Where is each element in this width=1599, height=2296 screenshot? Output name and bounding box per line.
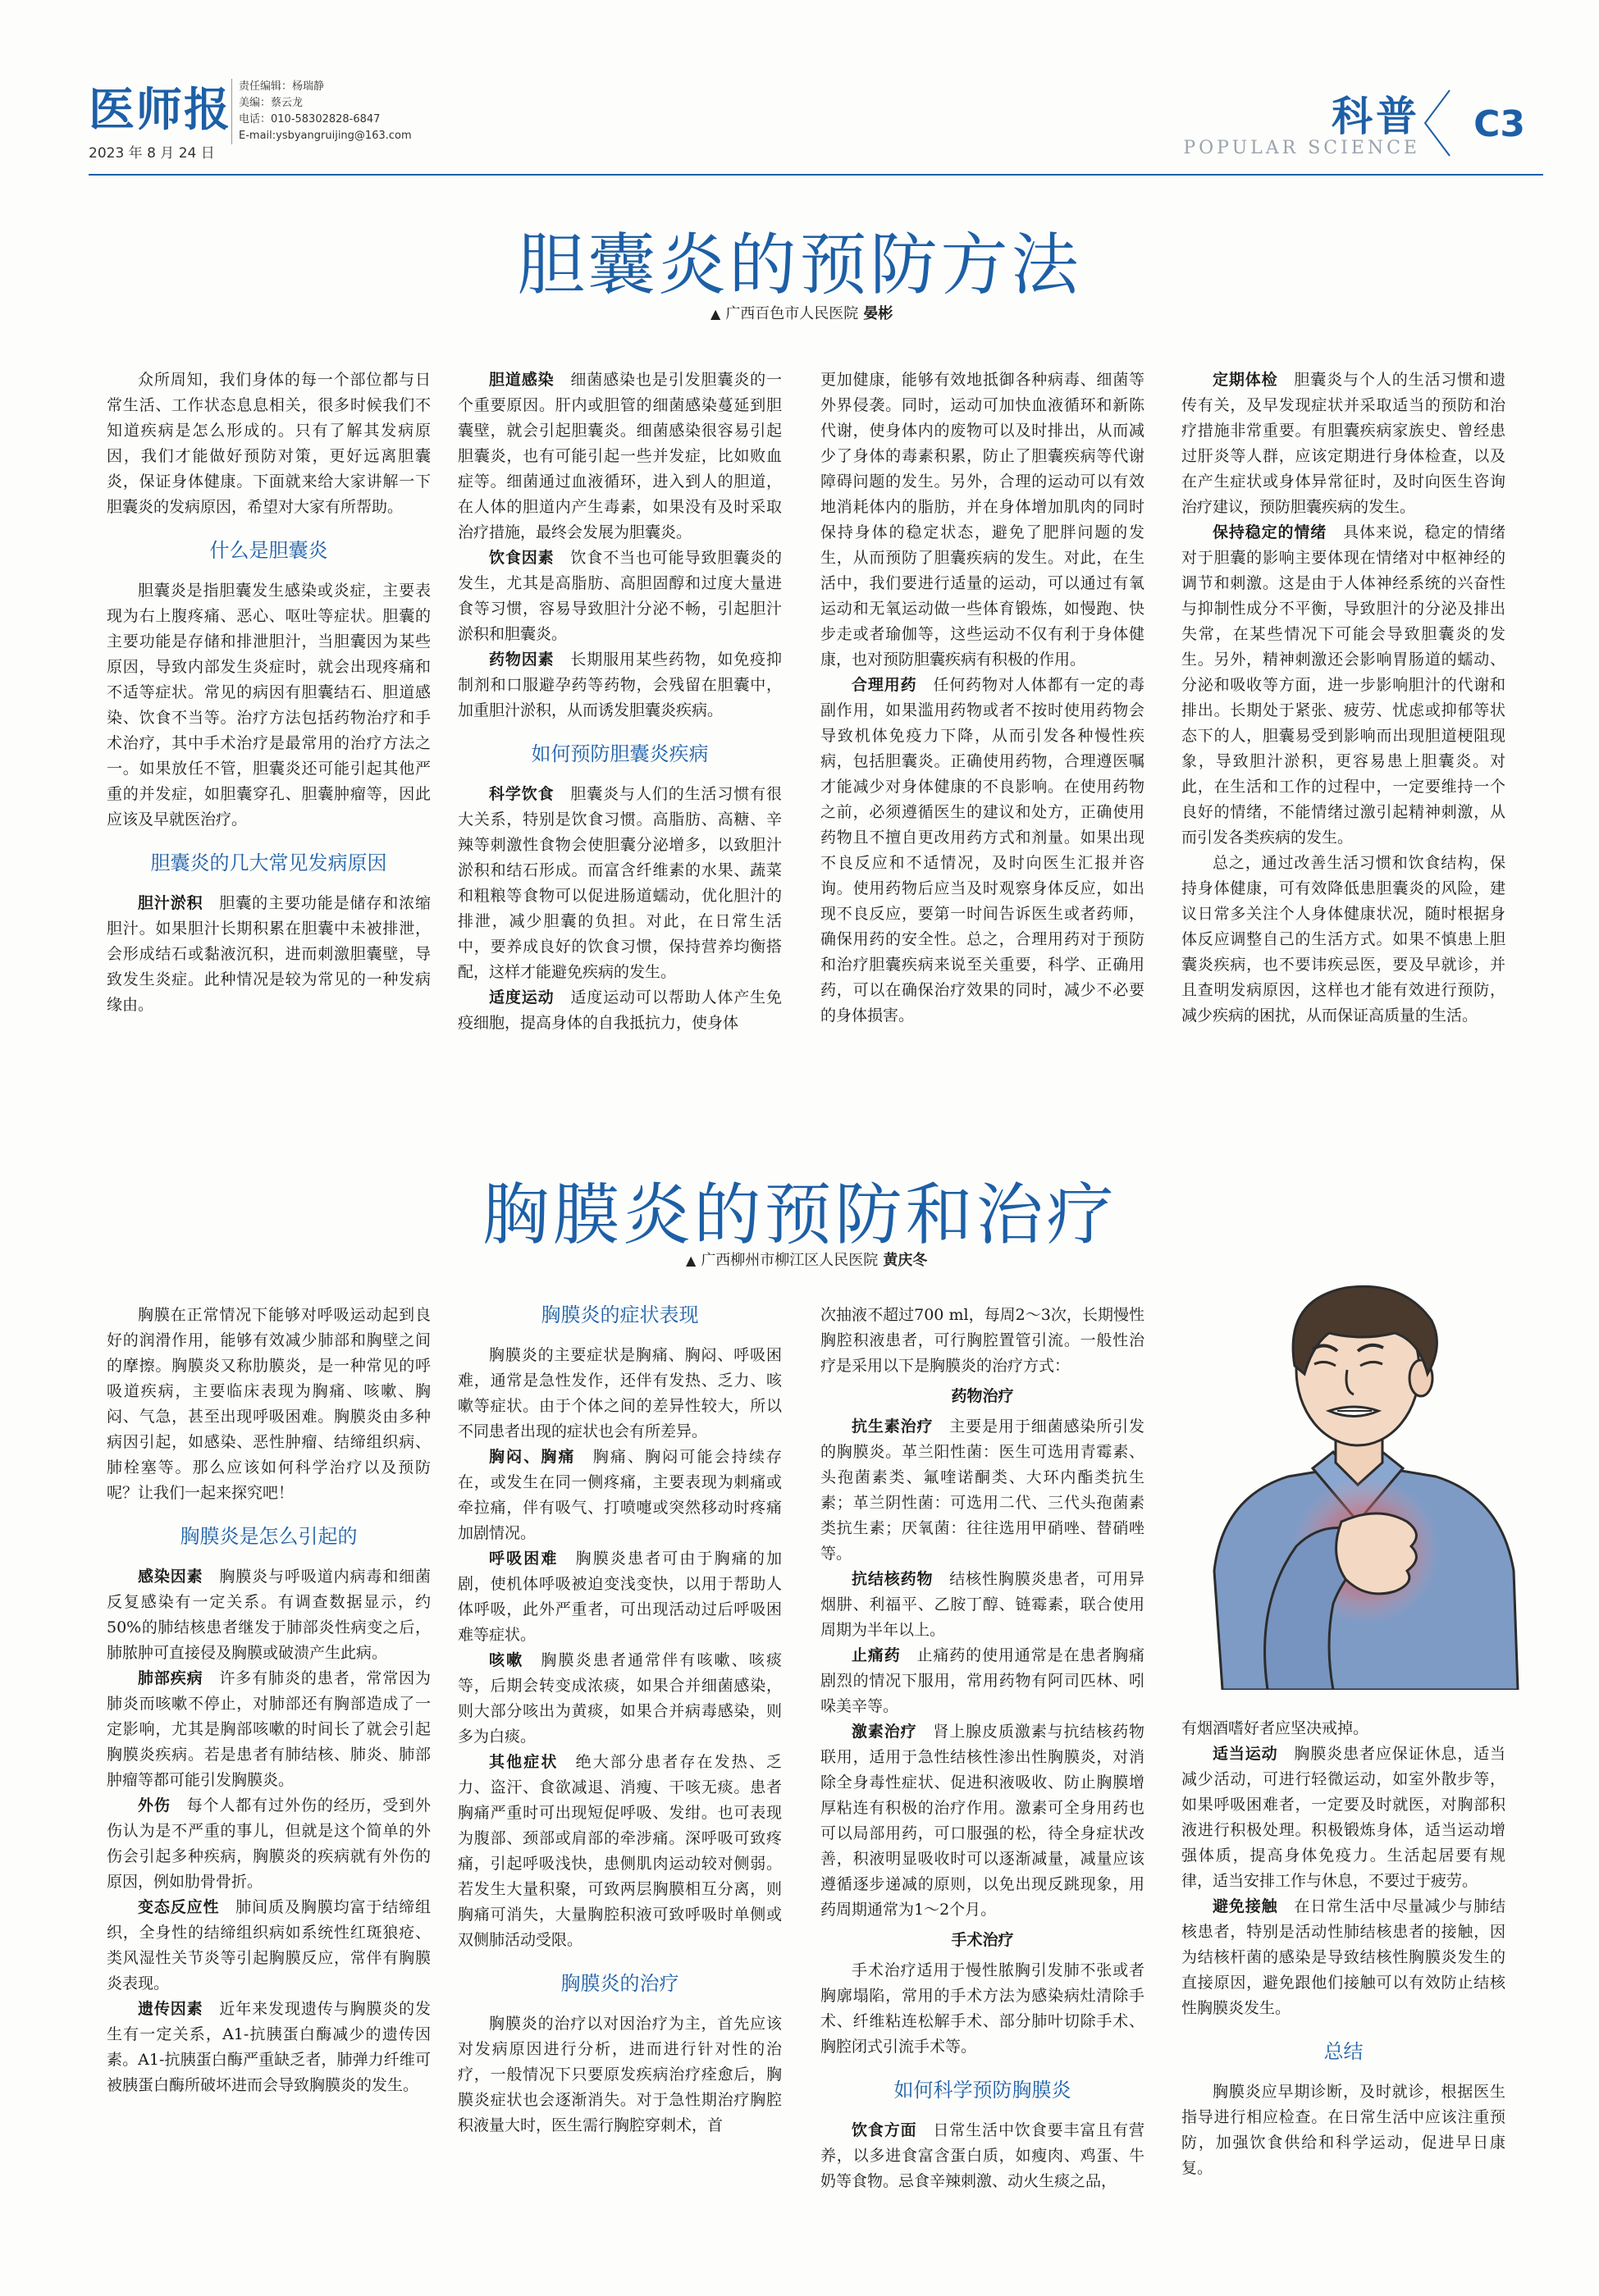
article2-column-3 bbox=[820, 1303, 1144, 2194]
lead-term: 激素治疗 bbox=[852, 1723, 917, 1741]
paragraph: 咳嗽 胸膜炎患者通常伴有咳嗽、咳痰等，后期会转变成浓痰，如果合并细菌感染，则大部分咳出为黄痰，如果合并病毒感染，则多为白痰。 bbox=[458, 1651, 782, 1746]
paragraph: 保持稳定的情绪 具体来说，稳定的情绪对于胆囊的影响主要体现在情绪对中枢神经的调节和刺激。这是由于人体神经系统的兴奋性与抑制性成分不平衡，导致胆汁的分泌及排出失常，在某些情况下可能会导致胆囊炎的发生。另外，精神刺激还会影响胃肠道的蠕动、分泌和吸收等方面，进一步影响胆汁的代谢和排出。长期处于紧张、疲劳、忧虑或抑郁等状态下的人，胆囊易受到影响而出现胆道梗阻现象，导致胆汁淤积，更容易患上胆囊炎。对此，在生活和工作的过程中，一定要维持一个良好的情绪，不能情绪过激引起精神刺激，从而引发各类疾病的发生。 bbox=[1181, 523, 1505, 847]
subheading: 手术治疗 bbox=[951, 1931, 1014, 1949]
masthead bbox=[89, 84, 231, 162]
paragraph: 次抽液不超过700 ml，每周2～3次，长期慢性胸腔积液患者，可行胸腔置管引流。一般性治疗是采用以下是胸膜炎的治疗方式： bbox=[820, 1306, 1144, 1375]
paragraph: 众所周知，我们身体的每一个部位都与日常生活、工作状态息息相关，很多时候我们不知道疾病是怎么形成的。只有了解其发病原因，我们才能做好预防对策，更好远离胆囊炎，保证身体健康。下面就来给大家讲解一下胆囊炎的发病原因，希望对大家有所帮助。 bbox=[107, 371, 431, 516]
lead-term: 科学饮食 bbox=[489, 785, 555, 803]
lead-term: 饮食因素 bbox=[489, 549, 555, 567]
article2-byline bbox=[686, 1248, 927, 1270]
paragraph: 激素治疗 肾上腺皮质激素与抗结核药物联用，适用于急性结核性渗出性胸膜炎，对消除全身毒性症状、促进积液吸收、防止胸膜增厚粘连有积极的治疗作用。激素可全身用药也可以局部用药，可口服强的松，待全身症状改善，积液明显吸收时可以逐渐减量，减量应该遵循逐步递减的原则，以免出现反跳现象，用药周期通常为1～2个月。 bbox=[820, 1723, 1144, 1919]
article2-column-4 bbox=[1181, 1716, 1505, 2181]
article1-byline bbox=[710, 302, 893, 323]
hand-shape bbox=[1336, 1513, 1417, 1594]
page-number: C3 bbox=[1473, 103, 1525, 145]
lead-term: 抗结核药物 bbox=[852, 1570, 934, 1588]
header-divider bbox=[89, 174, 1543, 176]
paragraph: 适当运动 胸膜炎患者应保证休息，适当减少活动，可进行轻微运动，如室外散步等，如果呼吸困难者，一定要及时就医，对胸部积液进行积极处理。积极锻炼身体，适当运动增强体质，提高身体免疫力。生活起居要有规律，适当安排工作与休息，不要过于疲劳。 bbox=[1181, 1745, 1505, 1890]
phone-line: 电话：010-58302828-6847 bbox=[239, 113, 381, 126]
paragraph: 科学饮食 胆囊炎与人们的生活习惯有很大关系，特别是饮食习惯。高脂肪、高糖、辛辣等刺激性食物会使胆囊分泌增多，以致胆汁淤积和结石形成。而富含纤维素的水果、蔬菜和粗粮等食物可以促进肠道蠕动，优化胆汁的排泄，减少胆囊的负担。对此，在日常生活中，要养成良好的饮食习惯，保持营养均衡搭配，这样才能避免疾病的发生。 bbox=[458, 785, 782, 981]
article2-title: 胸膜炎的预防和治疗 bbox=[482, 1176, 1117, 1254]
article1-column-2 bbox=[458, 367, 782, 1036]
subheading: 药物治疗 bbox=[951, 1387, 1014, 1405]
paragraph: 更加健康，能够有效地抵御各种病毒、细菌等外界侵袭。同时，运动可加快血液循环和新陈代谢，使身体内的废物可以及时排出，从而减少了身体的毒素积累，防止了胆囊疾病等代谢障碍问题的发生。另外，合理的运动可以有效地消耗体内的脂肪，并在身体增加肌肉的同时保持身体的稳定状态，避免了肥胖问题的发生，从而预防了胆囊疾病的发生。对此，在生活中，我们要进行适量的运动，可以通过有氧运动和无氧运动做一些体育锻炼，如慢跑、快步走或者瑜伽等，这些运动不仅有利于身体健康，也对预防胆囊疾病有积极的作用。 bbox=[820, 371, 1144, 669]
article1-org: 广西百色市人民医院 bbox=[725, 305, 859, 322]
paragraph: 呼吸困难 胸膜炎患者可由于胸痛的加剧，使机体呼吸被迫变浅变快，以用于帮助人体呼吸，此外严重者，可出现活动过后呼吸困难等症状。 bbox=[458, 1550, 782, 1644]
designer-line: 美编：蔡云龙 bbox=[239, 97, 304, 109]
subheading: 胆囊炎的几大常见发病原因 bbox=[150, 851, 387, 874]
article2-org: 广西柳州市柳江区人民医院 bbox=[701, 1252, 879, 1269]
lead-term: 感染因素 bbox=[138, 1568, 203, 1586]
article2-author: 黄庆冬 bbox=[883, 1252, 928, 1269]
paragraph: 有烟酒嗜好者应坚决戒掉。 bbox=[1181, 1719, 1369, 1737]
paragraph: 适度运动 适度运动可以帮助人体产生免疫细胞，提高身体的自我抵抗力，使身体 bbox=[458, 988, 782, 1032]
lead-term: 保持稳定的情绪 bbox=[1213, 523, 1327, 541]
subheading: 如何科学预防胸膜炎 bbox=[893, 2079, 1071, 2102]
paragraph: 遗传因素 近年来发现遗传与胸膜炎的发生有一定关系，A1-抗胰蛋白酶减少的遗传因素。A1-抗胰蛋白酶严重缺乏者，肺弹力纤维可被胰蛋白酶所破坏进而会导致胸膜炎的发生。 bbox=[107, 2000, 431, 2094]
lead-term: 胆汁淤积 bbox=[138, 894, 203, 912]
lead-term: 止痛药 bbox=[852, 1646, 901, 1664]
subheading: 什么是胆囊炎 bbox=[209, 539, 328, 562]
paragraph: 胸膜炎的主要症状是胸痛、胸闷、呼吸困难，通常是急性发作，还伴有发热、乏力、咳嗽等症状。由于个体之间的差异性较大，所以不同患者出现的症状也会有所差异。 bbox=[458, 1346, 782, 1440]
lead-term: 外伤 bbox=[138, 1796, 171, 1814]
paragraph: 合理用药 任何药物对人体都有一定的毒副作用，如果滥用药物或者不按时使用药物会导致机体免疫力下降，从而引发各种慢性疾病，包括胆囊炎。正确使用药物，合理遵医嘱才能减少对身体健康的不良影响。在使用药物之前，必须遵循医生的建议和处方，正确使用药物且不擅自更改用药方式和剂量。如果出现不良反应和不适情况，及时向医生汇报并咨询。使用药物后应当及时观察身体反应，如出现不良反应，要第一时间告诉医生或者药师，确保用药的安全性。总之，合理用药对于预防和治疗胆囊疾病来说至关重要，科学、正确用药，可以在确保治疗效果的同时，减少不必要的身体损害。 bbox=[820, 676, 1144, 1025]
lead-term: 肺部疾病 bbox=[138, 1669, 203, 1687]
article1-author: 晏彬 bbox=[863, 305, 893, 322]
paragraph: 其他症状 绝大部分患者存在发热、乏力、盗汗、食欲减退、消瘦、干咳无痰。患者胸痛严重时可出现短促呼吸、发绀。也可表现为腹部、颈部或肩部的牵涉痛。深呼吸可致疼痛，引起呼吸浅快，患侧肌肉运动较对侧弱。若发生大量积聚，可致两层胸膜相互分离，则胸痛可消失，大量胸腔积液可致呼吸时单侧或双侧肺活动受限。 bbox=[458, 1753, 782, 1949]
lead-term: 咳嗽 bbox=[489, 1651, 524, 1669]
paragraph: 胸膜炎应早期诊断，及时就诊，根据医生指导进行相应检查。在日常生活中应该注重预防，加强饮食供给和科学运动，促进早日康复。 bbox=[1181, 2083, 1505, 2177]
paragraph: 抗结核药物 结核性胸膜炎患者，可用异烟肼、利福平、乙胺丁醇、链霉素，联合使用周期为半年以上。 bbox=[820, 1570, 1144, 1639]
chevron-left-icon bbox=[1420, 87, 1453, 161]
paragraph: 胸膜炎的治疗以对因治疗为主，首先应该对发病原因进行分析，进而进行针对性的治疗，一般情况下只要原发疾病治疗痊愈后，胸膜炎症状也会逐渐消失。对于急性期治疗胸腔积液量大时，医生需行胸腔穿刺术，首 bbox=[458, 2015, 782, 2134]
triangle-icon: ▲ bbox=[686, 1253, 697, 1268]
article1-column-4 bbox=[1181, 367, 1505, 1029]
lead-term: 适度运动 bbox=[489, 988, 555, 1006]
paragraph: 饮食因素 饮食不当也可能导致胆囊炎的发生，尤其是高脂肪、高胆固醇和过度大量进食等习惯，容易导致胆汁分泌不畅，引起胆汁淤积和胆囊炎。 bbox=[458, 549, 782, 643]
lead-term: 变态反应性 bbox=[138, 1898, 220, 1916]
triangle-icon: ▲ bbox=[710, 306, 721, 322]
email-line: E-mail:ysbyangruijing@163.com bbox=[239, 130, 412, 142]
editor-info bbox=[231, 79, 412, 144]
lead-term: 饮食方面 bbox=[852, 2121, 917, 2139]
article2-column-2 bbox=[458, 1303, 782, 2139]
section-subtitle: POPULAR SCIENCE bbox=[1183, 138, 1420, 158]
paragraph: 抗生素治疗 主要是用于细菌感染所引发的胸膜炎。革兰阳性菌：医生可选用青霉素、头孢菌素类、氟喹诺酮类、大环内酯类抗生素；革兰阴性菌：可选用二代、三代头孢菌素类抗生素；厌氧菌：往往选用甲硝唑、替硝唑等。 bbox=[820, 1417, 1144, 1563]
lead-term: 适当运动 bbox=[1213, 1745, 1278, 1763]
paragraph: 胸闷、胸痛 胸痛、胸闷可能会持续存在，或发生在同一侧疼痛，主要表现为刺痛或牵拉痛，伴有吸气、打喷嚏或突然移动时疼痛加剧情况。 bbox=[458, 1448, 782, 1542]
lead-term: 胆道感染 bbox=[489, 371, 555, 389]
lead-term: 药物因素 bbox=[489, 650, 555, 669]
paragraph: 胆道感染 细菌感染也是引发胆囊炎的一个重要原因。肝内或胆管的细菌感染蔓延到胆囊壁，就会引起胆囊炎。细菌感染很容易引起胆囊炎，也有可能引起一些并发症，比如败血症等。细菌通过血液循环，进入到人的胆道，在人体的胆道内产生毒素，如果没有及时采取治疗措施，最终会发展为胆囊炎。 bbox=[458, 371, 782, 541]
paragraph: 药物因素 长期服用某些药物，如免疫抑制剂和口服避孕药等药物，会残留在胆囊中，加重胆汁淤积，从而诱发胆囊炎疾病。 bbox=[458, 650, 782, 719]
paragraph: 感染因素 胸膜炎与呼吸道内病毒和细菌反复感染有一定关系。有调查数据显示，约50%的肺结核患者继发于肺部炎性病变之后，肺脓肿可直接侵及胸膜或破溃产生此病。 bbox=[107, 1568, 431, 1662]
paragraph: 定期体检 胆囊炎与个人的生活习惯和遗传有关，及早发现症状并采取适当的预防和治疗措施非常重要。有胆囊疾病家族史、曾经患过肝炎等人群，应该定期进行身体检查，以及在产生症状或身体异常征时，及时向医生咨询治疗建议，预防胆囊疾病的发生。 bbox=[1181, 371, 1505, 516]
lead-term: 合理用药 bbox=[852, 676, 917, 694]
lead-term: 避免接触 bbox=[1213, 1897, 1278, 1915]
article2-column-1 bbox=[107, 1303, 431, 2098]
section-header bbox=[1117, 79, 1543, 169]
section-title: 科普 bbox=[1332, 92, 1420, 140]
lead-term: 其他症状 bbox=[489, 1753, 559, 1771]
article1-column-1 bbox=[107, 367, 431, 1018]
paragraph: 变态反应性 肺间质及胸膜均富于结缔组织，全身性的结缔组织病如系统性红斑狼疮、类风湿性关节炎等引起胸膜反应，常伴有胸膜炎表现。 bbox=[107, 1898, 431, 1992]
newspaper-logo: 医师报 bbox=[89, 83, 231, 137]
subheading: 胸膜炎是怎么引起的 bbox=[180, 1525, 358, 1548]
subheading: 总结 bbox=[1323, 2040, 1364, 2063]
paragraph: 避免接触 在日常生活中尽量减少与肺结核患者，特别是活动性肺结核患者的接触，因为结核杆菌的感染是导致结核性胸膜炎发生的直接原因，避免跟他们接触可以有效防止结核性胸膜炎发生。 bbox=[1181, 1897, 1505, 2017]
paragraph: 总之，通过改善生活习惯和饮食结构，保持身体健康，可有效降低患胆囊炎的风险，建议日常多关注个人身体健康状况，随时根据身体反应调整自己的生活方式。如果不慎患上胆囊炎疾病，也不要讳疾忌医，要及早就诊，并且查明发病原因，这样也才能有效进行预防，减少疾病的困扰，从而保证高质量的生活。 bbox=[1181, 854, 1505, 1025]
subheading: 胸膜炎的症状表现 bbox=[541, 1303, 699, 1326]
paragraph: 手术治疗适用于慢性脓胸引发肺不张或者胸廓塌陷，常用的手术方法为感染病灶清除手术、纤维粘连松解手术、部分肺叶切除手术、胸腔闭式引流手术等。 bbox=[820, 1961, 1144, 2056]
subheading: 胸膜炎的治疗 bbox=[560, 1972, 679, 1995]
article1-column-3 bbox=[820, 367, 1144, 1029]
lead-term: 定期体检 bbox=[1213, 371, 1278, 389]
paragraph: 胆汁淤积 胆囊的主要功能是储存和浓缩胆汁。如果胆汁长期积累在胆囊中未被排泄，会形成结石或黏液沉积，进而刺激胆囊壁，导致发生炎症。此种情况是较为常见的一种发病缘由。 bbox=[107, 894, 431, 1014]
article1-title: 胆囊炎的预防方法 bbox=[517, 226, 1082, 304]
paragraph: 胸膜在正常情况下能够对呼吸运动起到良好的润滑作用，能够有效减少肺部和胸壁之间的摩擦。胸膜炎又称肋膜炎，是一种常见的呼吸道疾病，主要临床表现为胸痛、咳嗽、胸闷、气急，甚至出现呼吸困难。胸膜炎由多种病因引起，如感染、恶性肿瘤、结缔组织病、肺栓塞等。那么应该如何科学治疗以及预防呢？让我们一起来探究吧！ bbox=[107, 1306, 431, 1502]
paragraph: 肺部疾病 许多有肺炎的患者，常常因为肺炎而咳嗽不停止，对肺部还有胸部造成了一定影响，尤其是胸部咳嗽的时间长了就会引起胸膜炎疾病。若是患者有肺结核、肺炎、肺部肿瘤等都可能引发胸膜炎。 bbox=[107, 1669, 431, 1789]
paragraph: 胆囊炎是指胆囊发生感染或炎症，主要表现为右上腹疼痛、恶心、呕吐等症状。胆囊的主要功能是存储和排泄胆汁，当胆囊因为某些原因，导致内部发生炎症时，就会出现疼痛和不适等症状。常见的病因有胆囊结石、胆道感染、饮食不当等。治疗方法包括药物治疗和手术治疗，其中手术治疗是最常用的治疗方法之一。如果放任不管，胆囊炎还可能引起其他严重的并发症，如胆囊穿孔、胆囊肿瘤等，因此应该及早就医治疗。 bbox=[107, 582, 431, 828]
lead-term: 胸闷、胸痛 bbox=[489, 1448, 576, 1466]
lead-term: 抗生素治疗 bbox=[852, 1417, 934, 1436]
paragraph: 饮食方面 日常生活中饮食要丰富且有营养，以多进食富含蛋白质，如瘦肉、鸡蛋、牛奶等食物。忌食辛辣刺激、动火生痰之品， bbox=[820, 2121, 1144, 2190]
lead-term: 呼吸困难 bbox=[489, 1550, 559, 1568]
paragraph: 止痛药 止痛药的使用通常是在患者胸痛剧烈的情况下服用，常用药物有阿司匹林、吲哚美辛等。 bbox=[820, 1646, 1144, 1715]
issue-date: 2023 年 8 月 24 日 bbox=[89, 145, 215, 162]
subheading: 如何预防胆囊炎疾病 bbox=[531, 742, 709, 765]
lead-term: 遗传因素 bbox=[138, 2000, 203, 2018]
man-chest-pain-illustration bbox=[1190, 1276, 1534, 1690]
editor-line: 责任编辑：杨瑞静 bbox=[239, 80, 325, 93]
paragraph: 外伤 每个人都有过外伤的经历，受到外伤认为是不严重的事儿，但就是这个简单的外伤会引起多种疾病，胸膜炎的疾病就有外伤的原因，例如肋骨骨折。 bbox=[107, 1796, 431, 1891]
